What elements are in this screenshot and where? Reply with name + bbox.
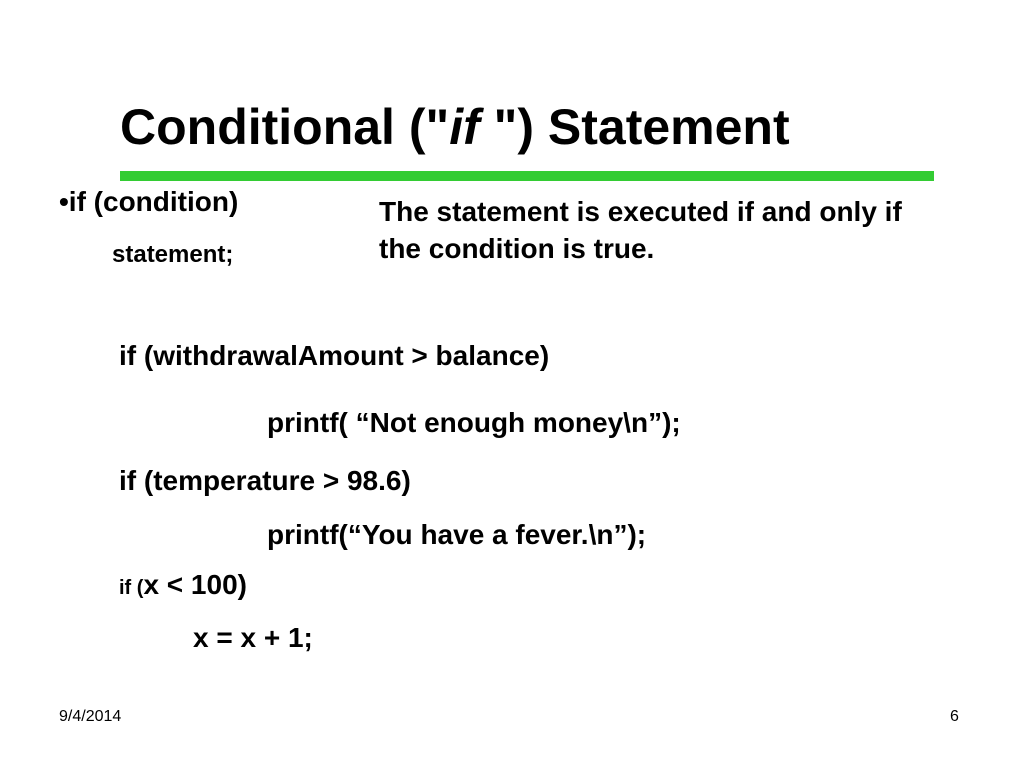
example-withdrawal-condition: if (withdrawalAmount > balance) bbox=[119, 340, 550, 371]
syntax-description: The statement is executed if and only if the condition is true. bbox=[379, 196, 902, 264]
footer-page-number: 6 bbox=[950, 708, 959, 725]
example-x-condition-keyword: if ( bbox=[119, 577, 144, 599]
slide-title bbox=[120, 96, 790, 158]
example-temperature-condition: if (temperature > 98.6) bbox=[119, 465, 411, 496]
example-withdrawal-body: printf( “Not enough money\n”); bbox=[267, 407, 681, 438]
example-x-body: x = x + 1; bbox=[193, 622, 313, 653]
example-temperature-body: printf(“You have a fever.\n”); bbox=[267, 519, 647, 550]
title-keyword: if bbox=[449, 99, 480, 155]
footer-date: 9/4/2014 bbox=[59, 708, 122, 725]
example-x-condition-expression: x < 100) bbox=[143, 569, 247, 600]
example-x-condition bbox=[119, 567, 247, 606]
title-prefix: Conditional (" bbox=[120, 99, 450, 155]
syntax-bullet: •if (condition) bbox=[59, 186, 239, 217]
title-underline-rule bbox=[120, 171, 934, 181]
title-suffix: ") Statement bbox=[479, 99, 790, 155]
syntax-statement: statement; bbox=[112, 241, 234, 268]
